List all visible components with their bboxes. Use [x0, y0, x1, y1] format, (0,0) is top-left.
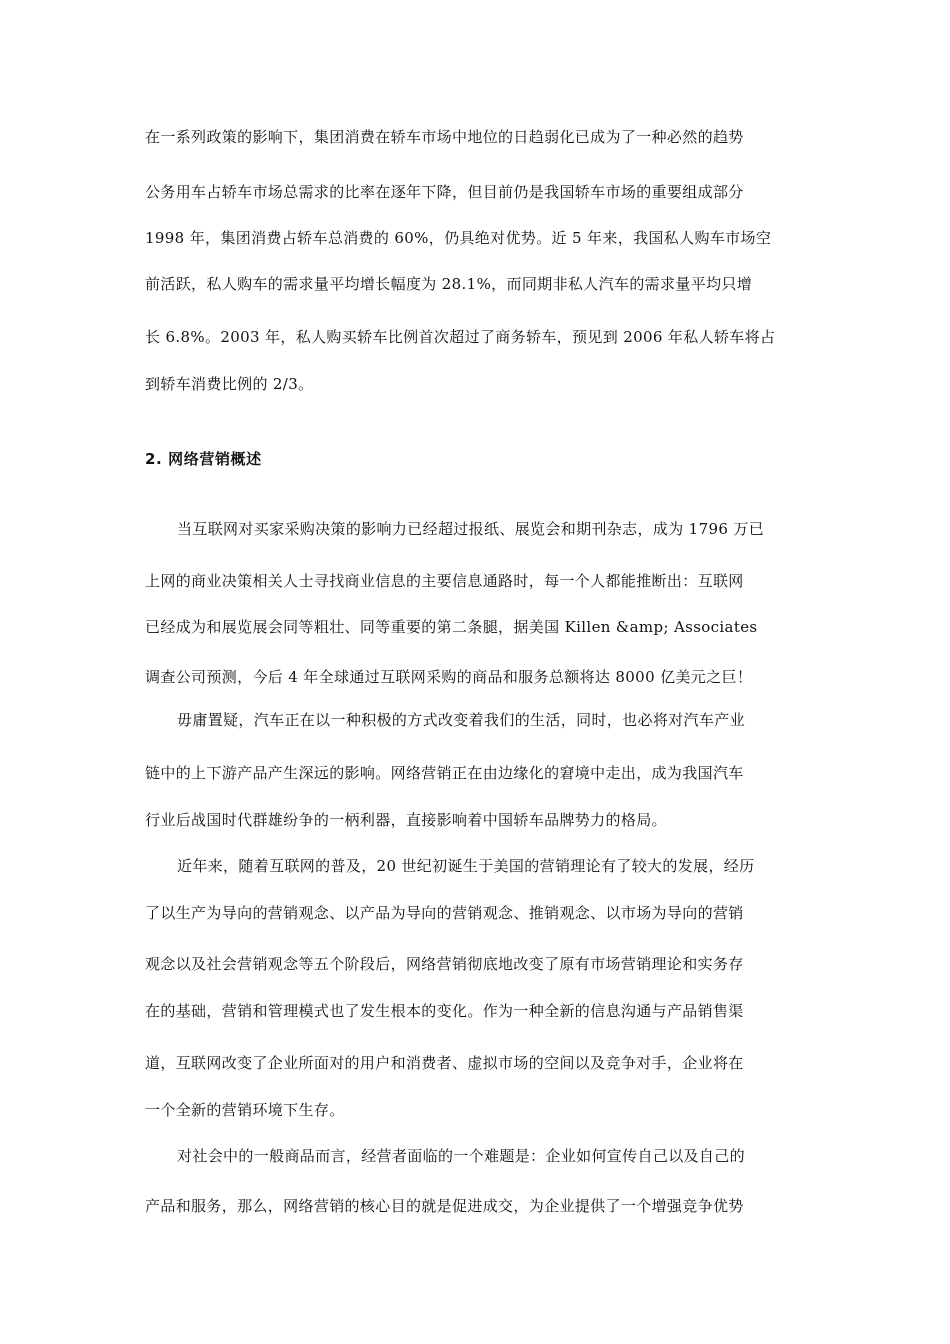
paragraph-line: 行业后战国时代群雄纷争的一柄利器，直接影响着中国轿车品牌势力的格局。 — [145, 811, 667, 829]
paragraph-line: 前活跃，私人购车的需求量平均增长幅度为 28.1%，而同期非私人汽车的需求量平均只增 — [145, 275, 753, 293]
paragraph-line: 产品和服务，那么，网络营销的核心目的就是促进成交，为企业提供了一个增强竞争优势 — [145, 1197, 744, 1215]
section-heading: 2. 网络营销概述 — [145, 450, 262, 468]
paragraph-line: 到轿车消费比例的 2/3。 — [145, 375, 314, 393]
paragraph-line: 公务用车占轿车市场总需求的比率在逐年下降，但目前仍是我国轿车市场的重要组成部分 — [145, 183, 744, 201]
paragraph-line: 了以生产为导向的营销观念、以产品为导向的营销观念、推销观念、以市场为导向的营销 — [145, 904, 744, 922]
paragraph-line: 链中的上下游产品产生深远的影响。网络营销正在由边缘化的窘境中走出，成为我国汽车 — [145, 764, 744, 782]
paragraph-line: 在的基础，营销和管理模式也了发生根本的变化。作为一种全新的信息沟通与产品销售渠 — [145, 1002, 744, 1020]
paragraph-line: 毋庸置疑，汽车正在以一种积极的方式改变着我们的生活，同时，也必将对汽车产业 — [177, 711, 745, 729]
paragraph-line: 一个全新的营销环境下生存。 — [145, 1101, 345, 1119]
paragraph-line: 观念以及社会营销观念等五个阶段后，网络营销彻底地改变了原有市场营销理论和实务存 — [145, 955, 744, 973]
paragraph-line: 近年来，随着互联网的普及，20 世纪初诞生于美国的营销理论有了较大的发展，经历 — [177, 857, 755, 875]
paragraph-line: 长 6.8%。2003 年，私人购买轿车比例首次超过了商务轿车，预见到 2006 年私人轿车将占 — [145, 328, 776, 346]
paragraph-line: 当互联网对买家采购决策的影响力已经超过报纸、展览会和期刊杂志，成为 1796 万已 — [177, 520, 765, 538]
paragraph-line: 1998 年，集团消费占轿车总消费的 60%，仍具绝对优势。近 5 年来，我国私人购车市场空 — [145, 229, 772, 247]
paragraph-line: 在一系列政策的影响下，集团消费在轿车市场中地位的日趋弱化已成为了一种必然的趋势 — [145, 128, 744, 146]
paragraph-line: 对社会中的一般商品而言，经营者面临的一个难题是：企业如何宣传自己以及自己的 — [177, 1147, 745, 1165]
paragraph-line: 已经成为和展览展会同等粗壮、同等重要的第二条腿，据美国 Killen &amp; Associates — [145, 618, 758, 636]
paragraph-line: 道，互联网改变了企业所面对的用户和消费者、虚拟市场的空间以及竞争对手，企业将在 — [145, 1054, 744, 1072]
paragraph-line: 调查公司预测，今后 4 年全球通过互联网采购的商品和服务总额将达 8000 亿美元之巨！ — [145, 668, 753, 686]
paragraph-line: 上网的商业决策相关人士寻找商业信息的主要信息通路时，每一个人都能推断出：互联网 — [145, 572, 744, 590]
